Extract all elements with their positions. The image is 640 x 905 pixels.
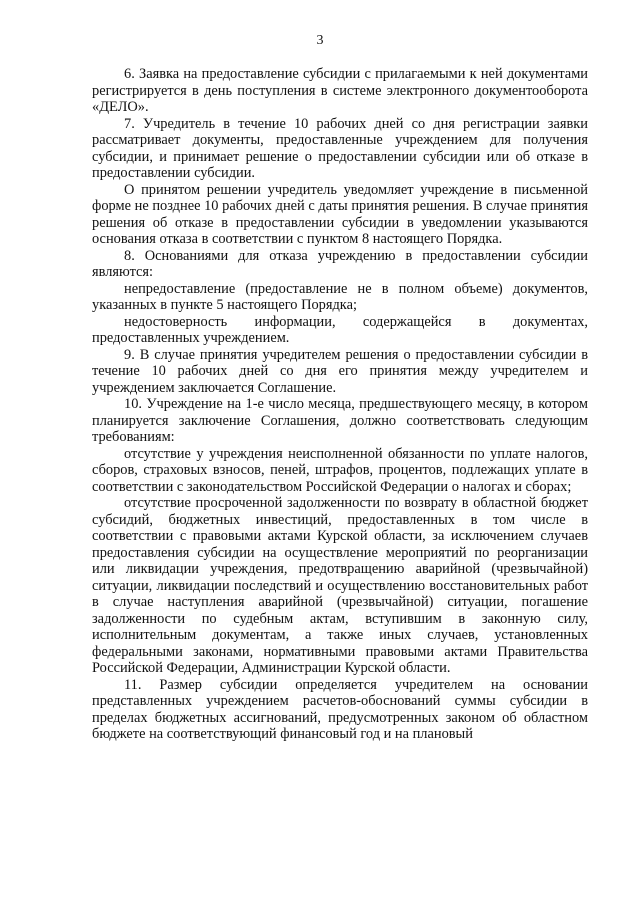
paragraph-9: 9. В случае принятия учредителем решения о предоставлении субсидии в течение 10 рабочих дней со дня его принятия между учредителем и учреждением заключается Соглашение. [92, 346, 588, 396]
paragraph-7: 7. Учредитель в течение 10 рабочих дней со дня регистрации заявки рассматривает документы, предоставленные учреждением для получения субсидии, и принимает решение о предоставлении субсидии или об отказе в предоставлении субсидии. [92, 115, 588, 181]
paragraph-7-decision-notice: О принятом решении учредитель уведомляет учреждение в письменной форме не позднее 10 рабочих дней с даты принятия решения. В случае принятия решения об отказе в предоставлении субсидии в уведомлении указываются основания отказа в соответствии с пунктом 8 настоящего Порядка. [92, 181, 588, 247]
paragraph-10: 10. Учреждение на 1-е число месяца, предшествующего месяцу, в котором планируется заключение Соглашения, должно соответствовать следующим требованиям: [92, 396, 588, 445]
paragraph-8-item-1: непредоставление (предоставление не в полном объеме) документов, указанных в пункте 5 настоящего Порядка; [92, 280, 588, 313]
paragraph-11: 11. Размер субсидии определяется учредителем на основании представленных учреждением расчетов-обоснований суммы субсидии в пределах бюджетных ассигнований, предусмотренных законом об областном бюджете на соответствующий финансовый год и на плановый [92, 676, 588, 742]
paragraph-10-item-2: отсутствие просроченной задолженности по возврату в областной бюджет субсидий, бюджетных инвестиций, предоставленных в том числе в соответствии с правовыми актами Курской области, за исключением случаев предоставления субсидии на осуществление мероприятий по реорганизации или ликвидации учреждения, предотвращению аварийной (чрезвычайной) ситуации, ликвидации последствий и осуществлению восстановительных работ в случае наступления аварийной (чрезвычайной) ситуации, погашение задолженности по судебным актам, вступившим в законную силу, исполнительным документам, а также иных случаев, установленных федеральными законами, нормативными правовыми актами Правительства Российской Федерации, Администрации Курской области. [92, 495, 588, 676]
paragraph-8: 8. Основаниями для отказа учреждению в предоставлении субсидии являются: [92, 247, 588, 280]
paragraph-8-item-2: недостоверность информации, содержащейся в документах, предоставленных учреждением. [92, 313, 588, 346]
page-number: 3 [316, 33, 324, 48]
document-body [92, 66, 588, 743]
paragraph-6: 6. Заявка на предоставление субсидии с прилагаемыми к ней документами регистрируется в день поступления в системе электронного документооборота «ДЕЛО». [92, 66, 588, 115]
paragraph-10-item-1: отсутствие у учреждения неисполненной обязанности по уплате налогов, сборов, страховых взносов, пеней, штрафов, процентов, подлежащих уплате в соответствии с законодательством Российской Федерации о налогах и сборах; [92, 445, 588, 495]
